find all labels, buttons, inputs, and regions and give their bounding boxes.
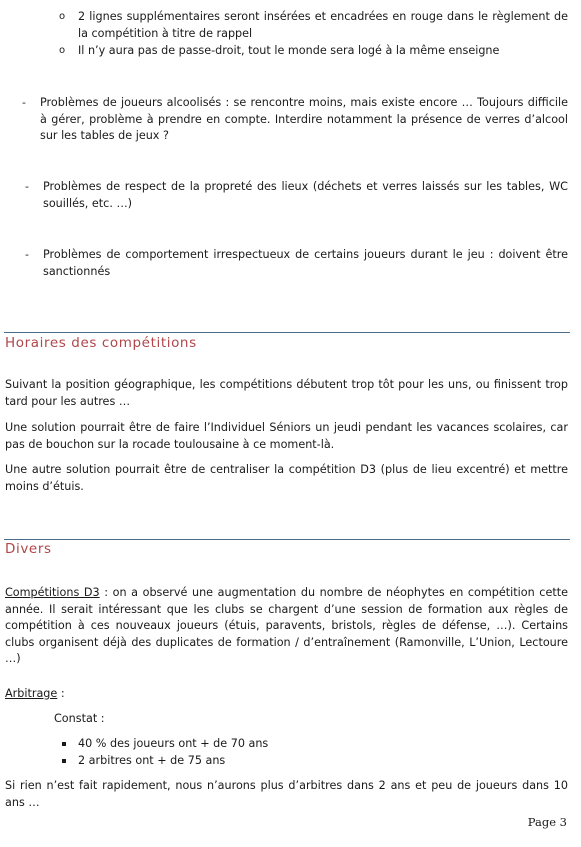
conclusion-paragraph: Si rien n’est fait rapidement, nous n’aurons plus d’arbitres dans 2 ans et peu de joueurs dans 10 ans … bbox=[5, 779, 568, 809]
circle-bullet-icon: o bbox=[59, 45, 66, 56]
stat-item: 2 arbitres ont + de 75 ans bbox=[78, 754, 226, 767]
section-heading-divers: Divers bbox=[5, 541, 52, 557]
dash-bullet-icon: - bbox=[25, 248, 29, 261]
problem-item-alcohol: Problèmes de joueurs alcoolisés : se rencontre moins, mais existe encore … Toujours difficile à gérer, problème à prendre en compte. Interdire notamment la présence de verres d’alcool sur les tables de jeux ? bbox=[40, 96, 568, 142]
section-rule bbox=[4, 539, 570, 540]
paragraph: Une autre solution pourrait être de centraliser la compétition D3 (plus de lieu excentré) et mettre moins d’étuis. bbox=[5, 463, 568, 493]
square-bullet-icon bbox=[62, 759, 66, 763]
page-number: Page 3 bbox=[527, 815, 567, 829]
circle-bullet-icon: o bbox=[59, 11, 66, 22]
problem-item-behaviour: Problèmes de comportement irrespectueux de certains joueurs durant le jeu : doivent être sanctionnés bbox=[43, 248, 568, 278]
sub-list-item: Il n’y aura pas de passe-droit, tout le monde sera logé à la même enseigne bbox=[78, 44, 500, 57]
sub-list-item: 2 lignes supplémentaires seront insérées et encadrées en rouge dans le règlement de la compétition à titre de rappel bbox=[78, 10, 568, 40]
arbitrage-line bbox=[5, 686, 568, 703]
problem-item-cleanliness: Problèmes de respect de la propreté des lieux (déchets et verres laissés sur les tables, WC souillés, etc. …) bbox=[43, 180, 568, 210]
stat-item: 40 % des joueurs ont + de 70 ans bbox=[78, 737, 269, 750]
competitions-d3-text: : on a observé une augmentation du nombre de néophytes en compétition cette année. Il serait intéressant que les clubs se chargent d’une session de formation aux règles de compétition à ces nouveaux joueurs (étuis, paravents, bristols, règles de défense, …). Certains clubs organisent déjà des duplicates de formation / d’entraînement (Ramonville, L’Union, Lectoure …) bbox=[5, 586, 568, 665]
constat-label: Constat : bbox=[54, 712, 105, 725]
arbitrage-suffix: : bbox=[57, 687, 65, 700]
arbitrage-label: Arbitrage bbox=[5, 687, 58, 700]
section-rule bbox=[4, 332, 570, 333]
square-bullet-icon bbox=[62, 742, 66, 746]
dash-bullet-icon: - bbox=[25, 180, 29, 193]
competitions-d3-label: Compétitions D3 bbox=[5, 586, 100, 599]
paragraph: Suivant la position géographique, les compétitions débutent trop tôt pour les uns, ou finissent trop tard pour les autres … bbox=[5, 378, 568, 408]
paragraph: Une solution pourrait être de faire l’Individuel Séniors un jeudi pendant les vacances scolaires, car pas de bouchon sur la rocade toulousaine à ce moment-là. bbox=[5, 421, 568, 451]
section-heading-horaires: Horaires des compétitions bbox=[5, 335, 197, 351]
paragraph-competitions-d3 bbox=[5, 585, 568, 668]
dash-bullet-icon: - bbox=[22, 96, 26, 109]
